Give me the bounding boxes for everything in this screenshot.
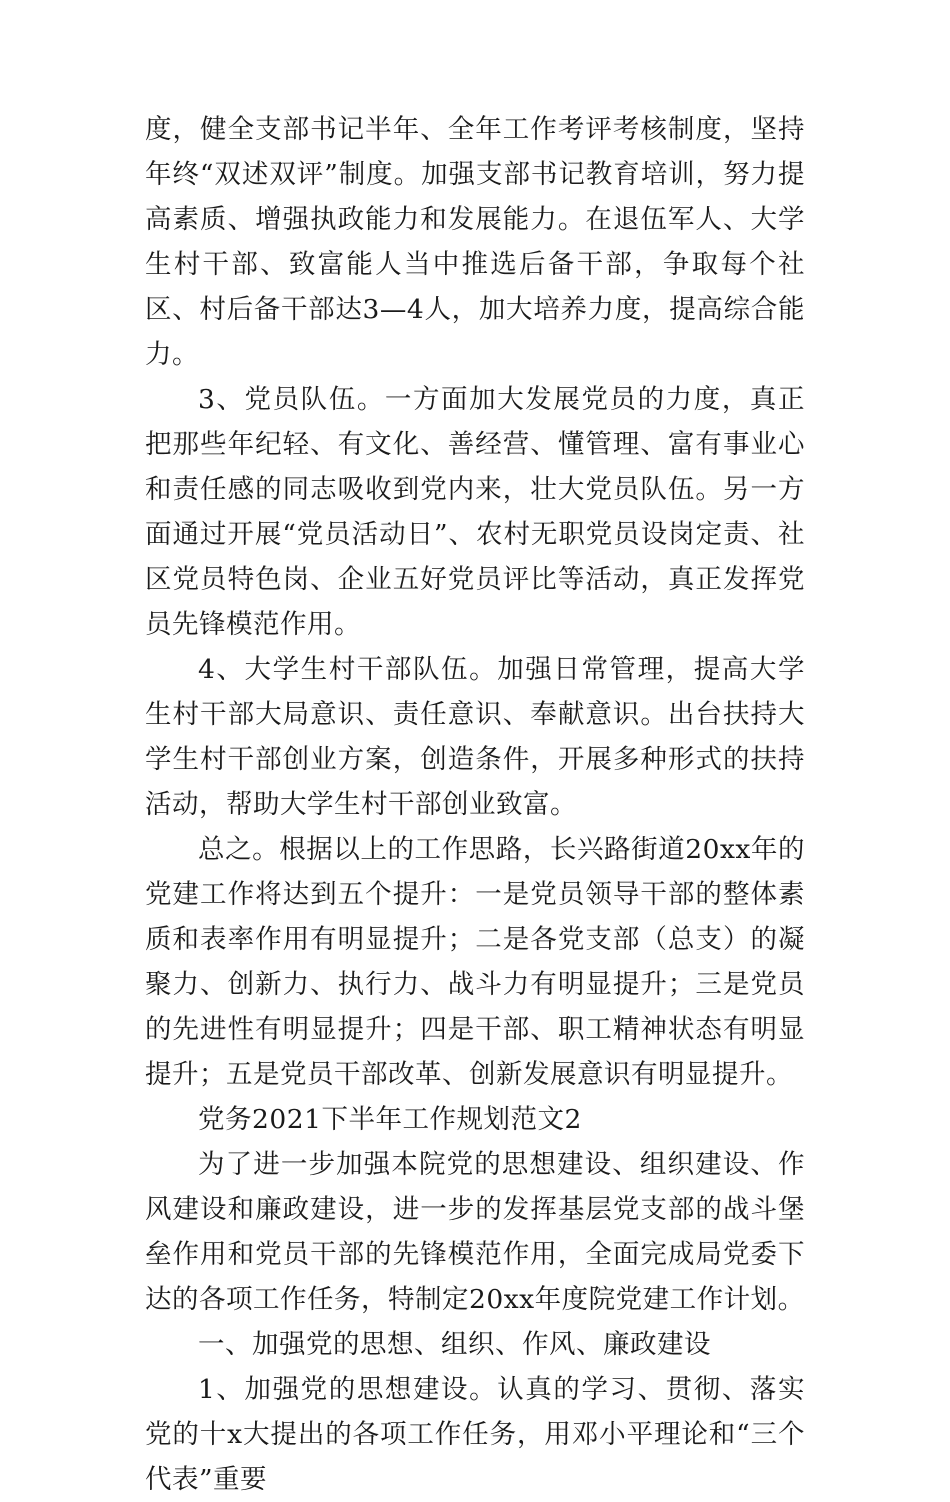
paragraph-ideological-building: 1、加强党的思想建设。认真的学习、贯彻、落实党的十x大提出的各项工作任务，用邓小平理论和“三个代表”重要 bbox=[145, 1374, 805, 1495]
paragraph-college-village-officials: 4、大学生村干部队伍。加强日常管理，提高大学生村干部大局意识、责任意识、奉献意识。出台扶持大学生村干部创业方案，创造条件，开展多种形式的扶持活动，帮助大学生村干部创业致富。 bbox=[145, 654, 805, 820]
section-heading-strengthen-party: 一、加强党的思想、组织、作风、廉政建设 bbox=[198, 1329, 711, 1360]
section-title-plan-2: 党务2021下半年工作规划范文2 bbox=[198, 1104, 582, 1135]
paragraph-summary: 总之。根据以上的工作思路，长兴路街道20xx年的党建工作将达到五个提升：一是党员领导干部的整体素质和表率作用有明显提升；二是各党支部（总支）的凝聚力、创新力、执行力、战斗力有明显提升；三是党员的先进性有明显提升；四是干部、职工精神状态有明显提升；五是党员干部改革、创新发展意识有明显提升。 bbox=[145, 834, 805, 1090]
paragraph-intro: 为了进一步加强本院党的思想建设、组织建设、作风建设和廉政建设，进一步的发挥基层党支部的战斗堡垒作用和党员干部的先锋模范作用，全面完成局党委下达的各项工作任务，特制定20xx年度院党建工作计划。 bbox=[145, 1149, 805, 1315]
paragraph-party-member-team: 3、党员队伍。一方面加大发展党员的力度，真正把那些年纪轻、有文化、善经营、懂管理、富有事业心和责任感的同志吸收到党内来，壮大党员队伍。另一方面通过开展“党员活动日”、农村无职党员设岗定责、社区党员特色岗、企业五好党员评比等活动，真正发挥党员先锋模范作用。 bbox=[145, 384, 805, 640]
document-body bbox=[145, 107, 805, 1502]
paragraph-continuation: 度，健全支部书记半年、全年工作考评考核制度，坚持年终“双述双评”制度。加强支部书记教育培训，努力提高素质、增强执政能力和发展能力。在退伍军人、大学生村干部、致富能人当中推选后备干部，争取每个社区、村后备干部达3—4人，加大培养力度，提高综合能力。 bbox=[145, 114, 805, 370]
